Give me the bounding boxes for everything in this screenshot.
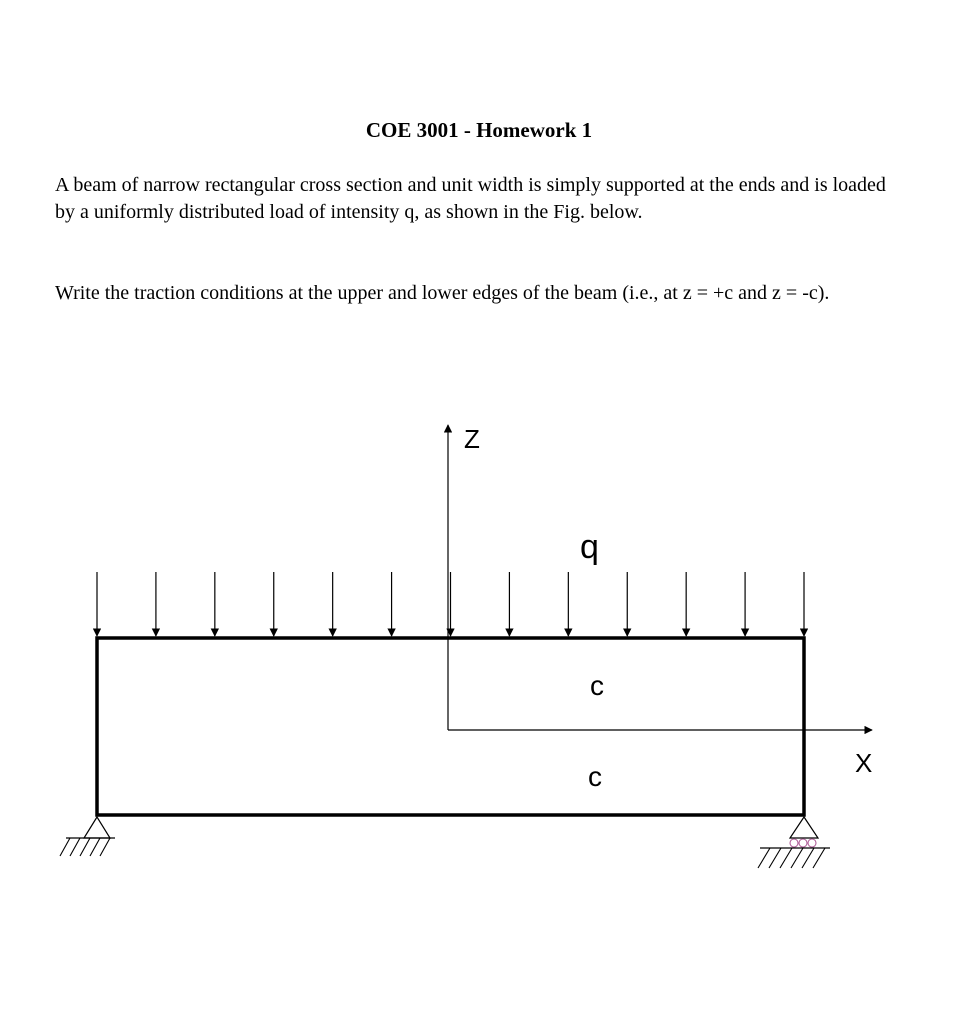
- problem-description: A beam of narrow rectangular cross section and unit width is simply supported at the ends and is loaded by a uniformly distributed load of intensity q, as shown in the Fig. below.: [55, 174, 886, 223]
- roller-support-right: [758, 817, 830, 868]
- beam-rectangle: [97, 638, 804, 815]
- lower-half-depth-label: c: [588, 761, 602, 792]
- distributed-load-arrows: [97, 572, 804, 636]
- z-axis-label: Z: [464, 424, 480, 454]
- document-title: COE 3001 - Homework 1: [365, 118, 593, 142]
- problem-question: Write the traction conditions at the upper and lower edges of the beam (i.e., at z = +c and z = -c).: [55, 282, 830, 304]
- pin-support-left: [60, 817, 115, 856]
- upper-half-depth-label: c: [590, 670, 604, 701]
- load-intensity-label: q: [580, 528, 599, 566]
- x-axis-label: X: [855, 748, 873, 778]
